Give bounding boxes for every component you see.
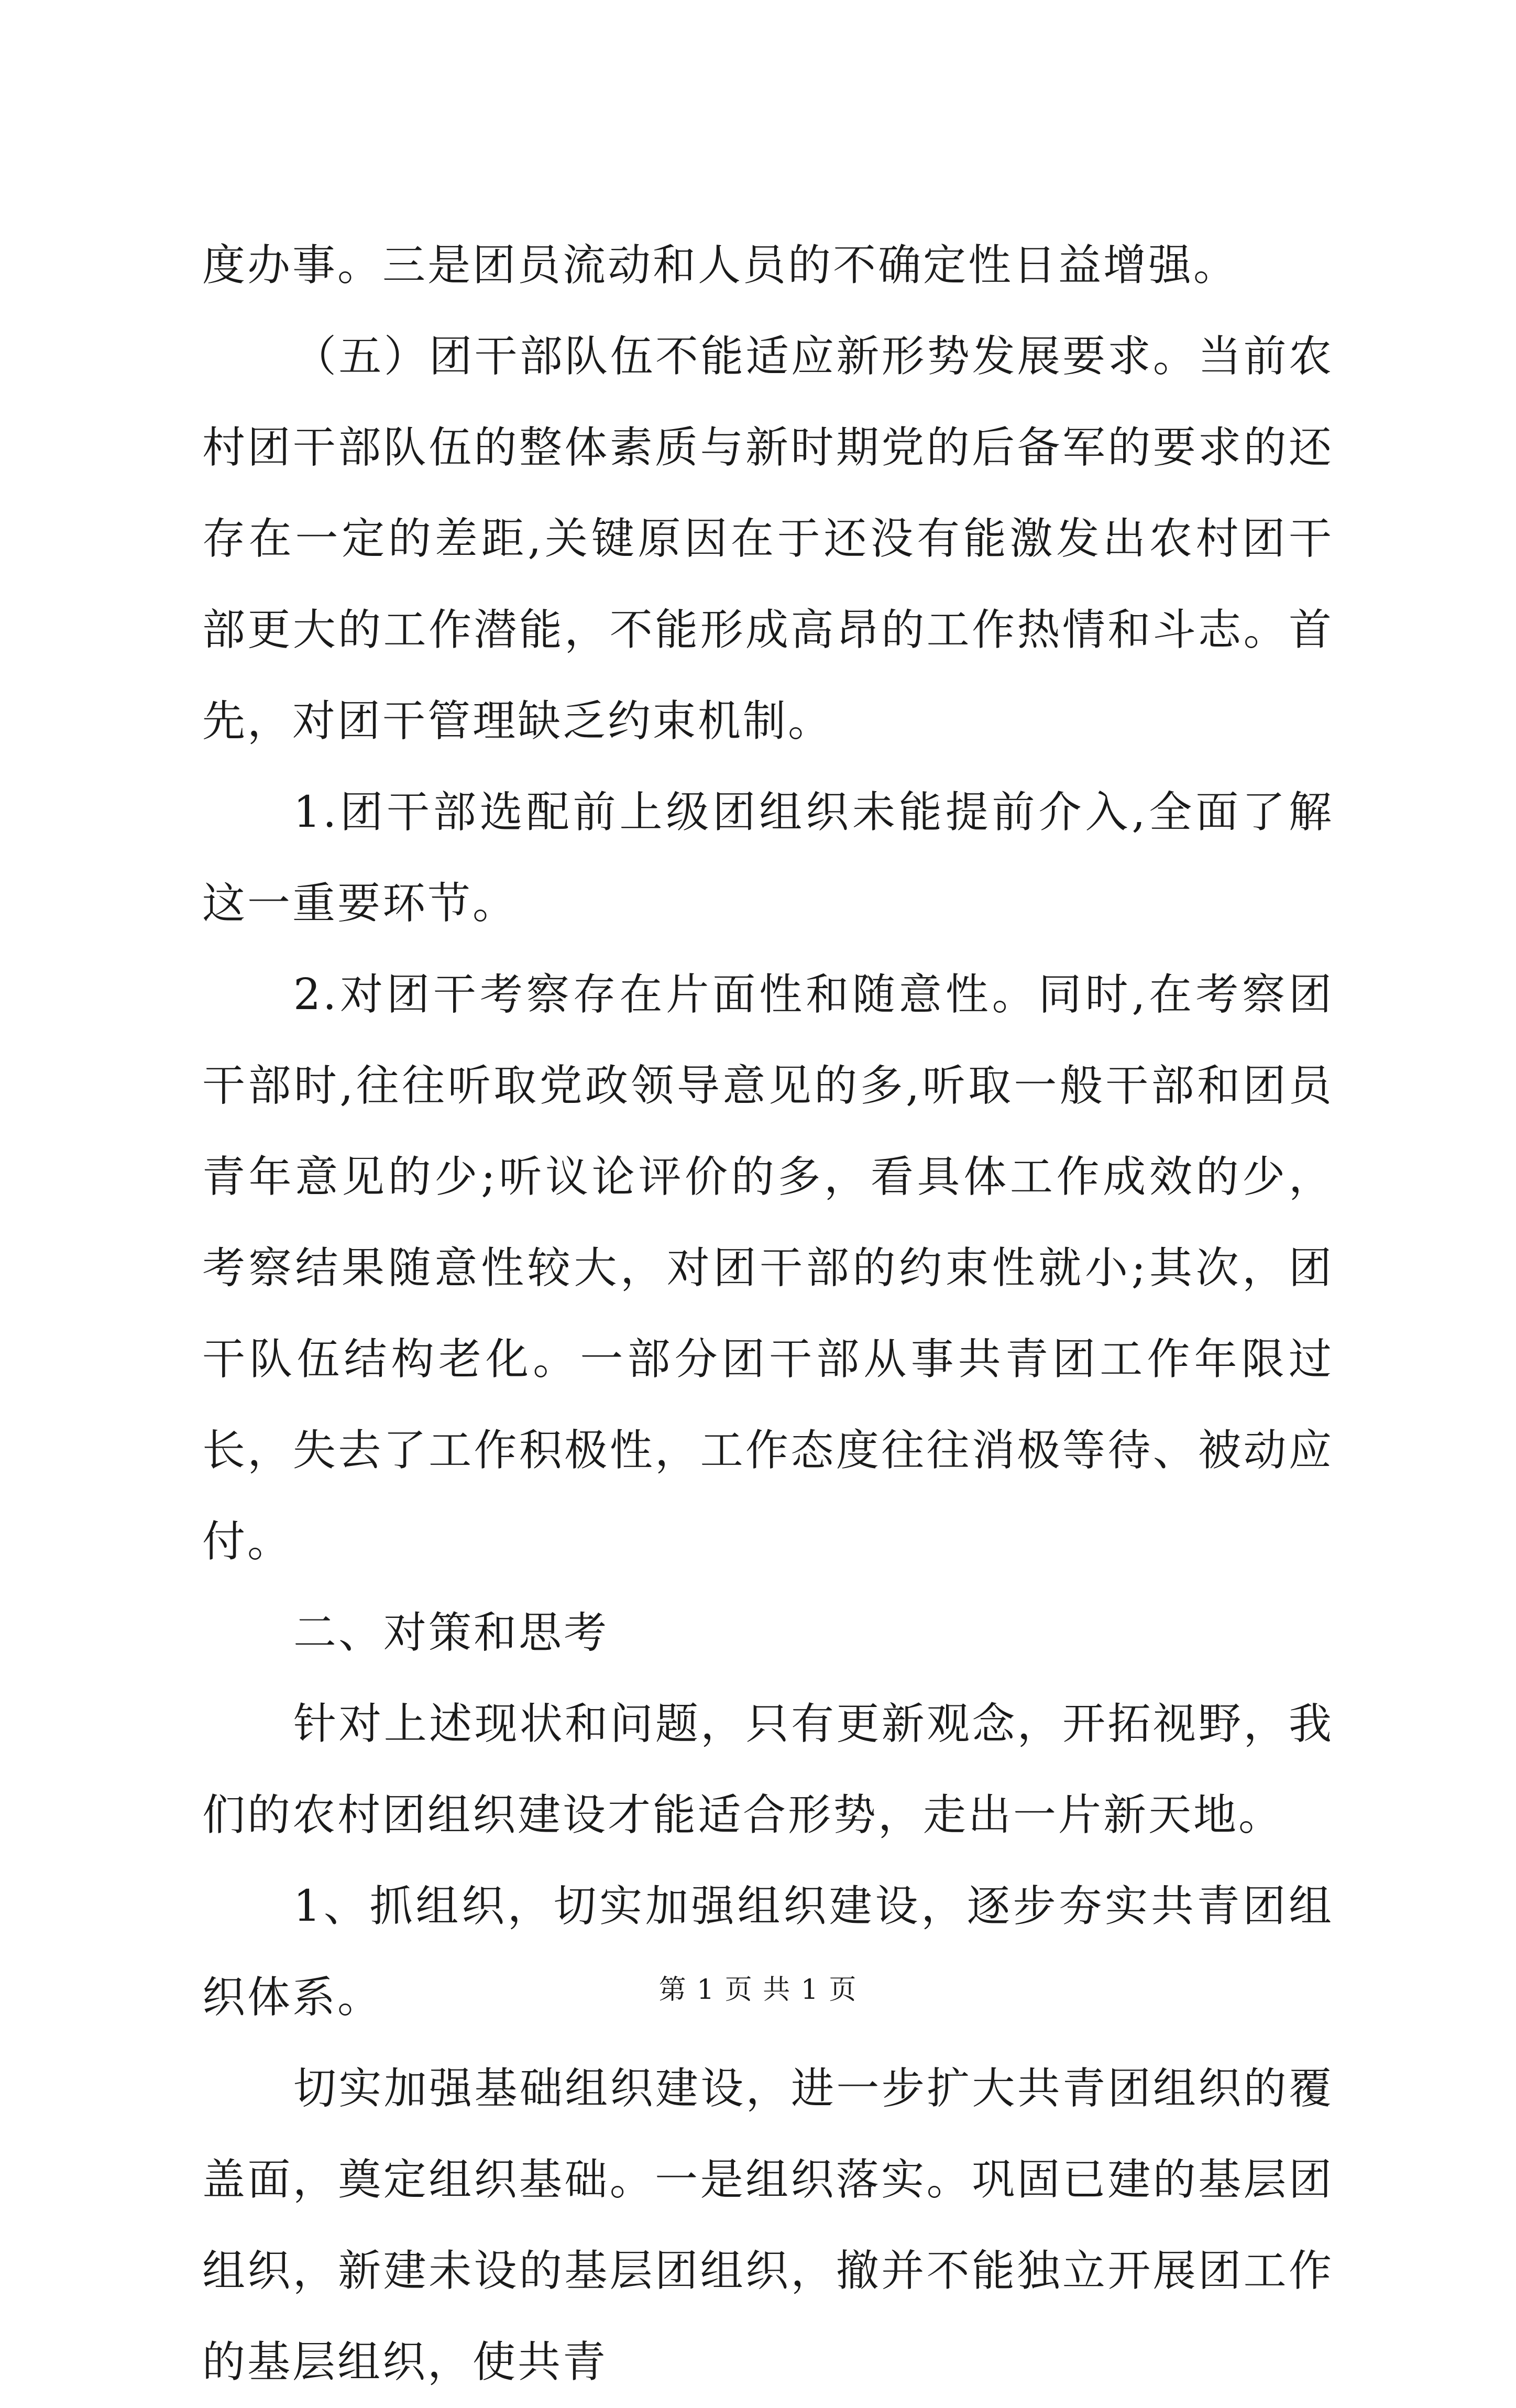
paragraph-3: 1.团干部选配前上级团组织未能提前介入,全面了解这一重要环节。 bbox=[202, 787, 1334, 928]
paragraph-1: 度办事。三是团员流动和人员的不确定性日益增强。 bbox=[202, 240, 1239, 290]
page-footer: 第 1 页 共 1 页 bbox=[658, 1974, 858, 2006]
paragraph-7: 1、抓组织，切实加强组织建设，逐步夯实共青团组织体系。 bbox=[202, 1881, 1334, 2022]
paragraph-8: 切实加强基础组织建设，进一步扩大共青团组织的覆盖面，奠定组织基础。一是组织落实。巩固已建的基层团组织，新建未设的基层团组织，撤并不能独立开展团工作的基层组织，使共青 bbox=[202, 2064, 1334, 2387]
paragraph-4: 2.对团干考察存在片面性和随意性。同时,在考察团干部时,往往听取党政领导意见的多,听取一般干部和团员青年意见的少;听议论评价的多，看具体工作成效的少，考察结果随意性较大，对团干部的约束性就小;其次，团干队伍结构老化。一部分团干部从事共青团工作年限过长，失去了工作积极性，工作态度往往消极等待、被动应付。 bbox=[202, 970, 1334, 1567]
section-heading: 二、对策和思考 bbox=[293, 1608, 609, 1658]
paragraph-6: 针对上述现状和问题，只有更新观念，开拓视野，我们的农村团组织建设才能适合形势，走出一片新天地。 bbox=[202, 1699, 1334, 1840]
paragraph-2: （五）团干部队伍不能适应新形势发展要求。当前农村团干部队伍的整体素质与新时期党的后备军的要求的还存在一定的差距,关键原因在于还没有能激发出农村团干部更大的工作潜能，不能形成高昂的工作热情和斗志。首先，对团干管理缺乏约束机制。 bbox=[202, 332, 1334, 746]
document-body bbox=[202, 220, 1334, 2408]
